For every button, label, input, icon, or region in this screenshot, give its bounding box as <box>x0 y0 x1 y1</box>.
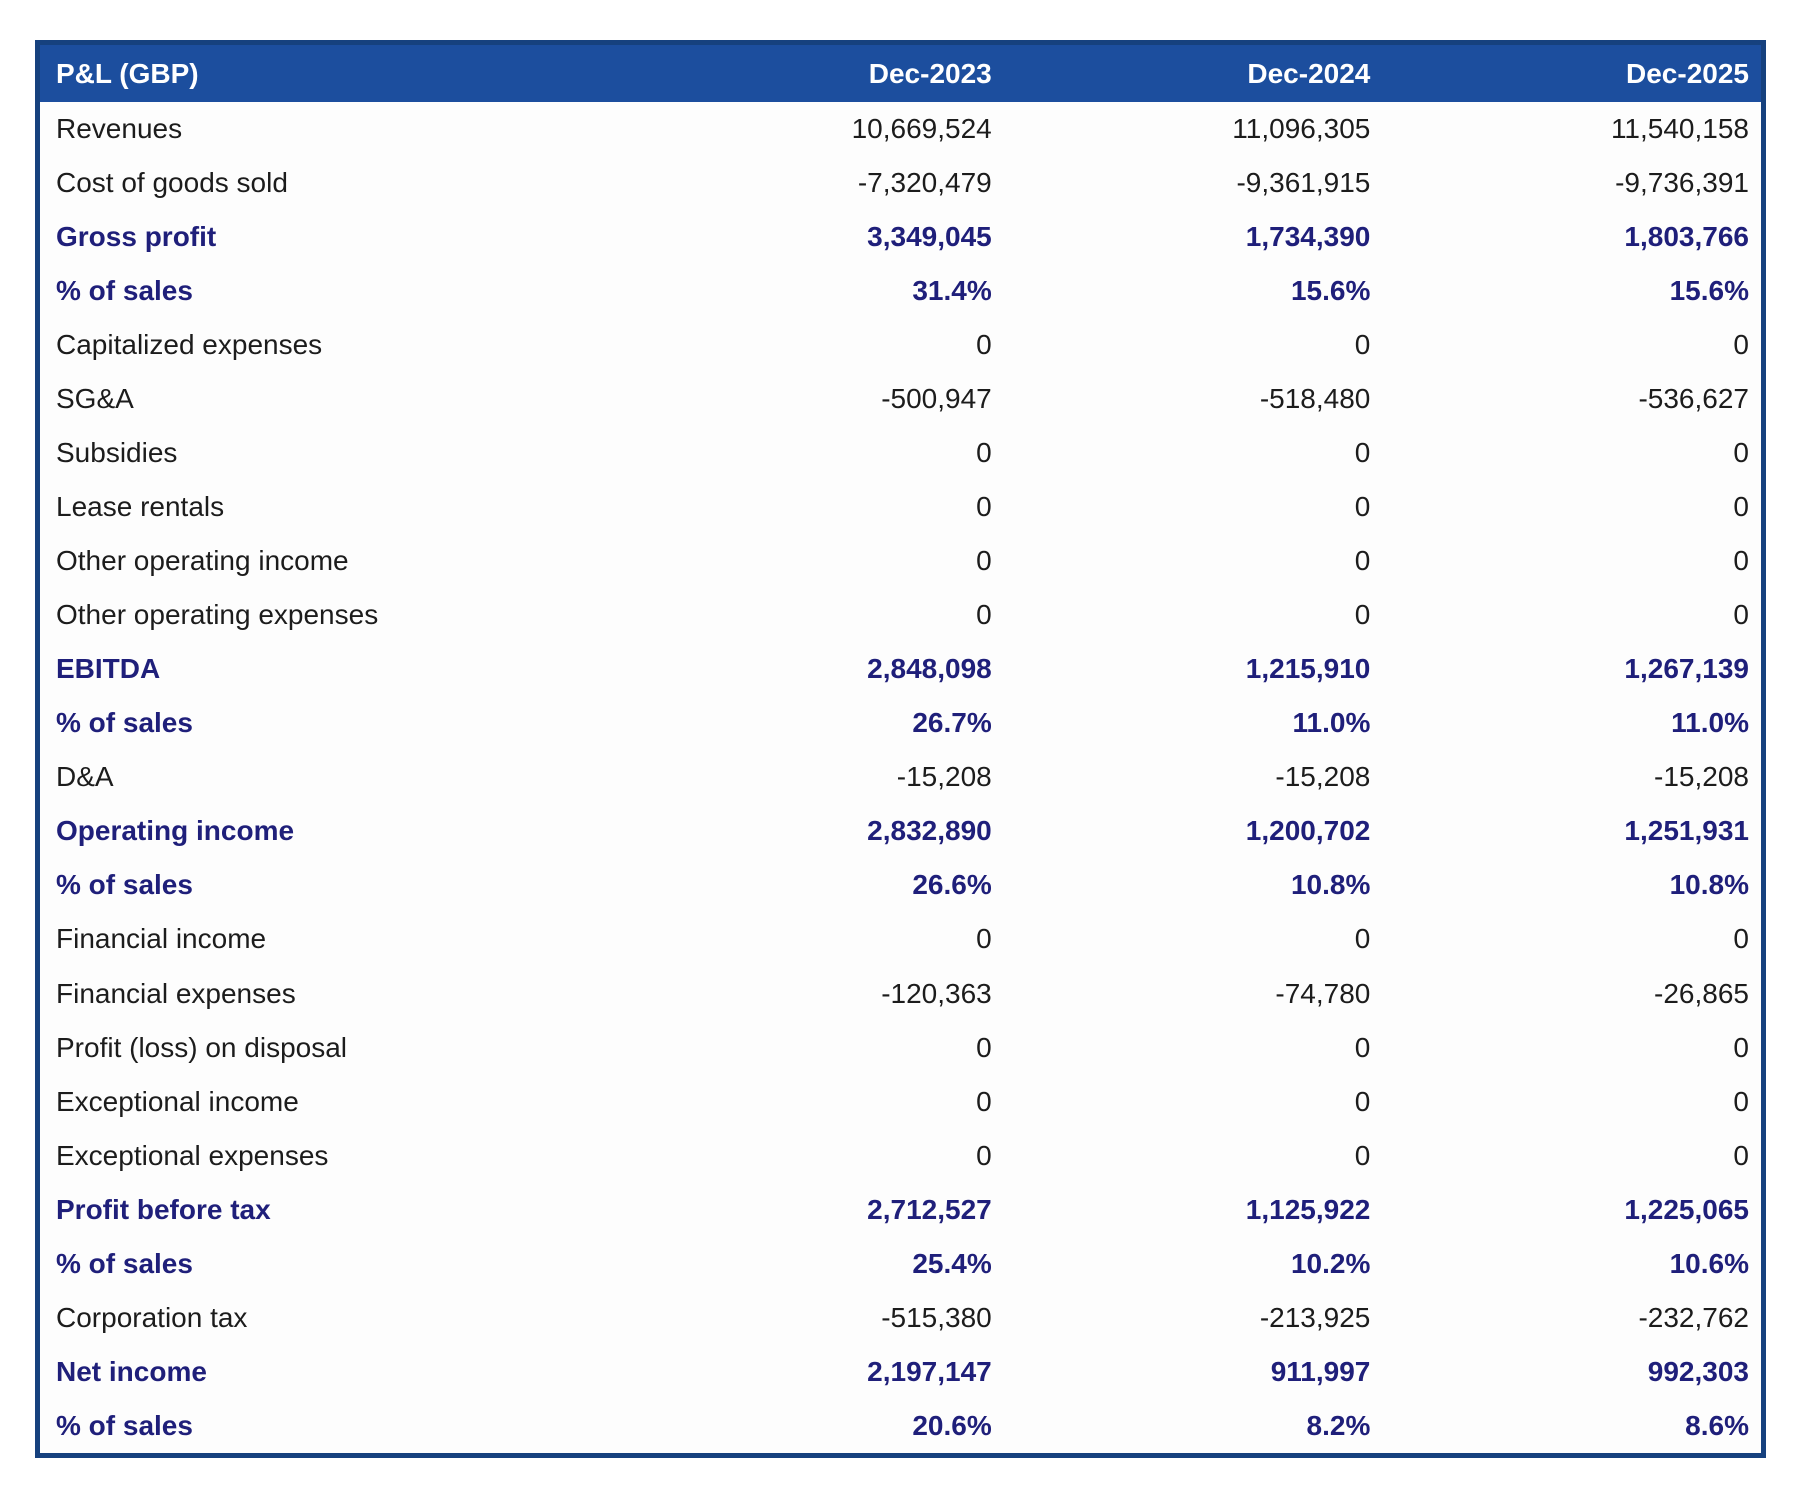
row-value-dec-2024: 10.2% <box>1290 1247 1371 1279</box>
row-value-dec-2023: 0 <box>976 599 992 631</box>
row-value-dec-2023: 10,669,524 <box>851 113 992 145</box>
row-value-dec-2024: 11.0% <box>1292 707 1371 739</box>
row-label: Net income <box>56 1355 207 1387</box>
row-value-dec-2025: 0 <box>1733 329 1749 361</box>
row-value-dec-2024: 0 <box>1354 329 1371 361</box>
header-row <box>40 45 1761 102</box>
row-value-dec-2024: 0 <box>1354 923 1371 955</box>
row-value-dec-2023: 2,832,890 <box>867 815 992 847</box>
row-value-dec-2025: 0 <box>1733 599 1749 631</box>
row-value-dec-2024: 1,200,702 <box>1245 815 1371 847</box>
table-row <box>40 426 1761 480</box>
row-value-dec-2023: 2,197,147 <box>867 1355 992 1387</box>
row-label: Revenues <box>56 113 183 145</box>
row-value-dec-2025: -15,208 <box>1654 761 1749 793</box>
row-value-dec-2025: -26,865 <box>1654 977 1749 1009</box>
row-value-dec-2024: -518,480 <box>1259 383 1371 415</box>
row-value-dec-2024: 1,734,390 <box>1245 221 1371 253</box>
table-row <box>40 102 1761 156</box>
table-row <box>40 156 1761 210</box>
row-value-dec-2025: 0 <box>1733 923 1749 955</box>
table-row <box>40 1237 1761 1291</box>
row-label: Exceptional income <box>56 1085 299 1117</box>
row-label: Cost of goods sold <box>56 167 288 199</box>
row-value-dec-2023: -15,208 <box>896 761 992 793</box>
table-row <box>40 1183 1761 1237</box>
row-label: % of sales <box>56 707 193 739</box>
table-row <box>40 1021 1761 1075</box>
row-value-dec-2024: 11,096,305 <box>1232 113 1371 145</box>
row-label: Profit before tax <box>56 1193 271 1225</box>
column-header-dec-2023: Dec-2023 <box>625 45 1004 102</box>
row-value-dec-2025: 10.8% <box>1669 869 1749 901</box>
table-row <box>40 750 1761 804</box>
row-value-dec-2023: 0 <box>976 329 992 361</box>
row-label: Operating income <box>56 815 295 847</box>
row-value-dec-2025: 0 <box>1733 491 1749 523</box>
row-value-dec-2025: 11.0% <box>1671 707 1749 739</box>
row-value-dec-2023: 0 <box>976 437 992 469</box>
row-value-dec-2024: 0 <box>1354 491 1371 523</box>
row-value-dec-2025: 1,225,065 <box>1624 1193 1749 1225</box>
row-value-dec-2025: 10.6% <box>1669 1247 1749 1279</box>
table-row <box>40 858 1761 912</box>
table-row <box>40 1399 1761 1453</box>
row-value-dec-2025: 0 <box>1733 1085 1749 1117</box>
pnl-statement-table <box>35 40 1766 1458</box>
row-value-dec-2023: -500,947 <box>881 383 992 415</box>
row-value-dec-2024: 0 <box>1354 1031 1371 1063</box>
table-row <box>40 1129 1761 1183</box>
pnl-table <box>40 45 1761 1453</box>
row-label: Financial expenses <box>56 977 296 1009</box>
table-row <box>40 804 1761 858</box>
row-value-dec-2024: 10.8% <box>1290 869 1371 901</box>
row-value-dec-2023: -515,380 <box>881 1301 992 1333</box>
row-value-dec-2023: 20.6% <box>912 1409 992 1441</box>
row-value-dec-2025: -536,627 <box>1638 383 1749 415</box>
row-value-dec-2024: 1,215,910 <box>1245 653 1371 685</box>
row-value-dec-2025: 1,267,139 <box>1624 653 1749 685</box>
row-value-dec-2024: -213,925 <box>1259 1301 1371 1333</box>
table-row <box>40 1291 1761 1345</box>
table-title: P&L (GBP) <box>40 45 625 102</box>
row-value-dec-2025: 1,251,931 <box>1624 815 1749 847</box>
row-value-dec-2025: -9,736,391 <box>1615 167 1749 199</box>
table-row <box>40 480 1761 534</box>
row-value-dec-2023: 0 <box>976 1085 992 1117</box>
table-row <box>40 912 1761 966</box>
row-value-dec-2023: 31.4% <box>912 275 992 307</box>
row-value-dec-2025: 0 <box>1733 545 1749 577</box>
table-row <box>40 318 1761 372</box>
row-label: % of sales <box>56 1409 193 1441</box>
row-value-dec-2025: 8.6% <box>1685 1409 1749 1441</box>
row-value-dec-2023: 0 <box>976 491 992 523</box>
table-row <box>40 967 1761 1021</box>
row-value-dec-2025: 0 <box>1733 437 1749 469</box>
table-row <box>40 372 1761 426</box>
row-label: D&A <box>56 761 114 793</box>
table-row <box>40 534 1761 588</box>
row-value-dec-2023: 26.7% <box>912 707 992 739</box>
table-row <box>40 1345 1761 1399</box>
row-value-dec-2025: 992,303 <box>1647 1355 1749 1387</box>
row-value-dec-2023: 0 <box>976 923 992 955</box>
row-value-dec-2025: 11,540,158 <box>1610 113 1749 145</box>
row-value-dec-2024: 0 <box>1354 1139 1371 1171</box>
table-row <box>40 210 1761 264</box>
row-value-dec-2024: 0 <box>1354 1085 1371 1117</box>
row-value-dec-2025: 0 <box>1733 1031 1749 1063</box>
column-header-dec-2025: Dec-2025 <box>1382 45 1761 102</box>
row-label: SG&A <box>56 383 134 415</box>
row-value-dec-2023: 2,712,527 <box>867 1193 992 1225</box>
table-row <box>40 264 1761 318</box>
row-value-dec-2024: 911,997 <box>1270 1355 1371 1387</box>
table-row <box>40 588 1761 642</box>
table-row <box>40 642 1761 696</box>
row-value-dec-2023: 0 <box>976 1139 992 1171</box>
row-label: Capitalized expenses <box>56 329 323 361</box>
row-value-dec-2024: 0 <box>1354 545 1371 577</box>
row-value-dec-2023: 25.4% <box>912 1247 992 1279</box>
row-label: % of sales <box>56 1247 193 1279</box>
row-value-dec-2024: 1,125,922 <box>1245 1193 1371 1225</box>
row-value-dec-2024: -74,780 <box>1275 977 1371 1009</box>
row-value-dec-2025: 15.6% <box>1669 275 1749 307</box>
pnl-table-body <box>40 102 1761 1453</box>
row-value-dec-2023: 3,349,045 <box>867 221 992 253</box>
row-value-dec-2024: -15,208 <box>1275 761 1371 793</box>
row-value-dec-2023: 0 <box>976 1031 992 1063</box>
row-value-dec-2023: -7,320,479 <box>857 167 992 199</box>
row-value-dec-2025: 0 <box>1733 1139 1749 1171</box>
row-label: Lease rentals <box>56 491 225 523</box>
row-label: EBITDA <box>56 653 161 685</box>
row-value-dec-2023: 0 <box>976 545 992 577</box>
row-label: Profit (loss) on disposal <box>56 1031 348 1063</box>
table-row <box>40 1075 1761 1129</box>
row-label: Subsidies <box>56 437 178 469</box>
row-value-dec-2025: 1,803,766 <box>1624 221 1749 253</box>
row-label: Exceptional expenses <box>56 1139 329 1171</box>
row-value-dec-2024: 15.6% <box>1290 275 1371 307</box>
table-row <box>40 696 1761 750</box>
row-value-dec-2023: -120,363 <box>881 977 992 1009</box>
row-label: Corporation tax <box>56 1301 248 1333</box>
row-label: Gross profit <box>56 221 217 253</box>
row-value-dec-2023: 2,848,098 <box>867 653 992 685</box>
row-label: Other operating expenses <box>56 599 379 631</box>
row-value-dec-2024: 0 <box>1354 599 1371 631</box>
row-value-dec-2023: 26.6% <box>912 869 992 901</box>
row-label: Other operating income <box>56 545 349 577</box>
row-value-dec-2024: -9,361,915 <box>1236 167 1371 199</box>
column-header-dec-2024: Dec-2024 <box>1004 45 1383 102</box>
row-value-dec-2024: 0 <box>1354 437 1371 469</box>
row-label: Financial income <box>56 923 267 955</box>
row-value-dec-2025: -232,762 <box>1638 1301 1749 1333</box>
row-value-dec-2024: 8.2% <box>1306 1409 1371 1441</box>
row-label: % of sales <box>56 275 193 307</box>
row-label: % of sales <box>56 869 193 901</box>
